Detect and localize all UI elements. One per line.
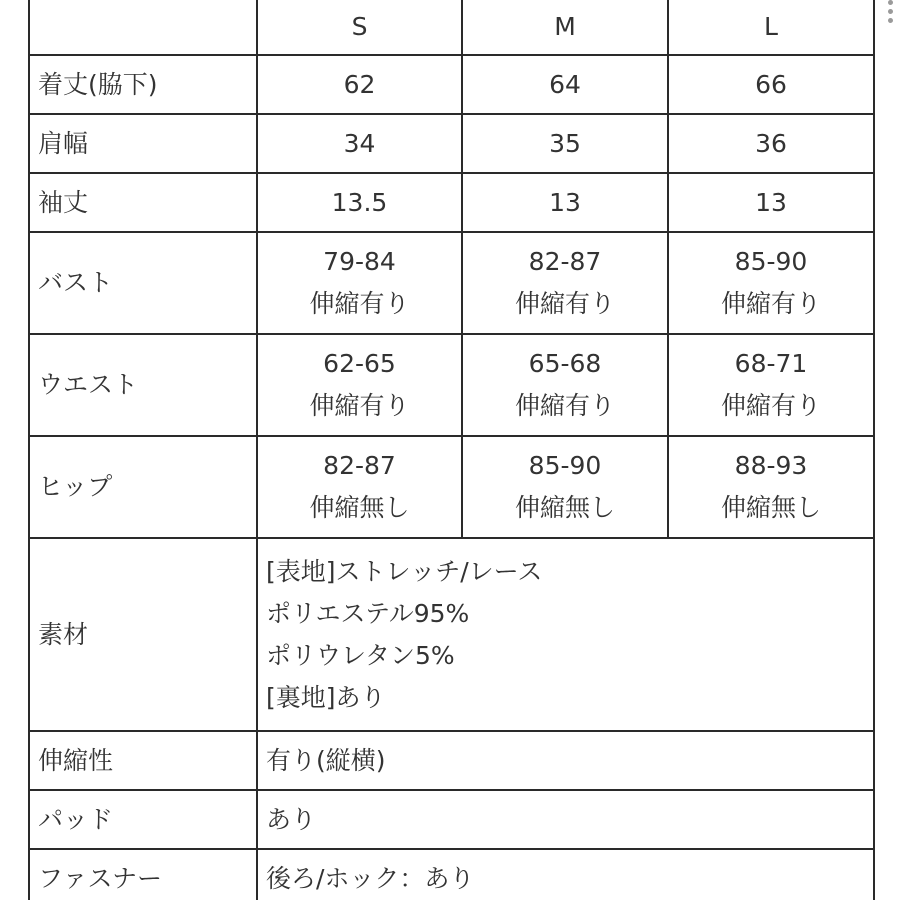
range-value: 62-65 [323,349,396,378]
table-cell [462,334,668,436]
range-value: 79-84 [323,247,396,276]
row-label: 伸縮性 [29,731,257,790]
range-value: 82-87 [528,247,602,276]
table-row [29,436,874,538]
size-chart [28,0,873,900]
row-label: 袖丈 [29,173,257,232]
range-value: 82-87 [323,451,396,480]
table-cell [257,232,462,334]
stretch-note: 伸縮有り [514,391,615,420]
stretch-note: 伸縮有り [720,289,821,318]
range-value: 85-90 [734,247,808,276]
table-cell: 66 [668,55,874,114]
table-cell: 34 [257,114,462,173]
table-cell: 35 [462,114,668,173]
header-row [29,0,874,55]
row-label: パッド [29,790,257,849]
table-cell [668,334,874,436]
table-cell: 13 [462,173,668,232]
table-cell: 13.5 [257,173,462,232]
row-label: 着丈(脇下) [29,55,257,114]
stretch-note: 伸縮有り [309,391,410,420]
material-line: [裏地]あり [266,682,386,712]
fastener-row [29,849,874,900]
table-cell [257,436,462,538]
stretch-note: 伸縮有り [309,289,410,318]
pad-row [29,790,874,849]
table-cell: 13 [668,173,874,232]
range-value: 68-71 [734,349,808,378]
table-cell: 64 [462,55,668,114]
table-cell [668,232,874,334]
table-cell [462,436,668,538]
material-line: ポリウレタン5% [266,640,455,670]
size-header-l: L [668,0,874,55]
size-header-m: M [462,0,668,55]
material-line: ポリエステル95% [266,598,470,628]
table-row [29,232,874,334]
row-label: 素材 [29,538,257,731]
table-cell: 36 [668,114,874,173]
material-line: [表地]ストレッチ/レース [266,556,543,586]
table-row [29,334,874,436]
fastener-value: 後ろ/ホック：あり [257,849,874,900]
stretch-note: 伸縮無し [720,493,821,522]
table-cell [668,436,874,538]
table-cell: 62 [257,55,462,114]
more-options-icon[interactable] [884,0,898,30]
range-value: 88-93 [734,451,808,480]
range-value: 65-68 [528,349,602,378]
material-row [29,538,874,731]
row-label: ヒップ [29,436,257,538]
pad-value: あり [257,790,874,849]
row-label: 肩幅 [29,114,257,173]
row-label: ウエスト [29,334,257,436]
table-cell [257,334,462,436]
range-value: 85-90 [528,451,602,480]
material-cell [257,538,874,731]
table-cell [462,232,668,334]
table-row [29,114,874,173]
row-label: バスト [29,232,257,334]
header-blank-cell [29,0,257,55]
stretch-note: 伸縮有り [514,289,615,318]
stretch-row [29,731,874,790]
stretch-note: 伸縮無し [309,493,410,522]
row-label: ファスナー [29,849,257,900]
stretch-note: 伸縮無し [514,493,615,522]
size-header-s: S [257,0,462,55]
table-row [29,173,874,232]
stretch-value: 有り(縦横) [257,731,874,790]
table-row [29,55,874,114]
size-table [28,0,875,900]
stretch-note: 伸縮有り [720,391,821,420]
